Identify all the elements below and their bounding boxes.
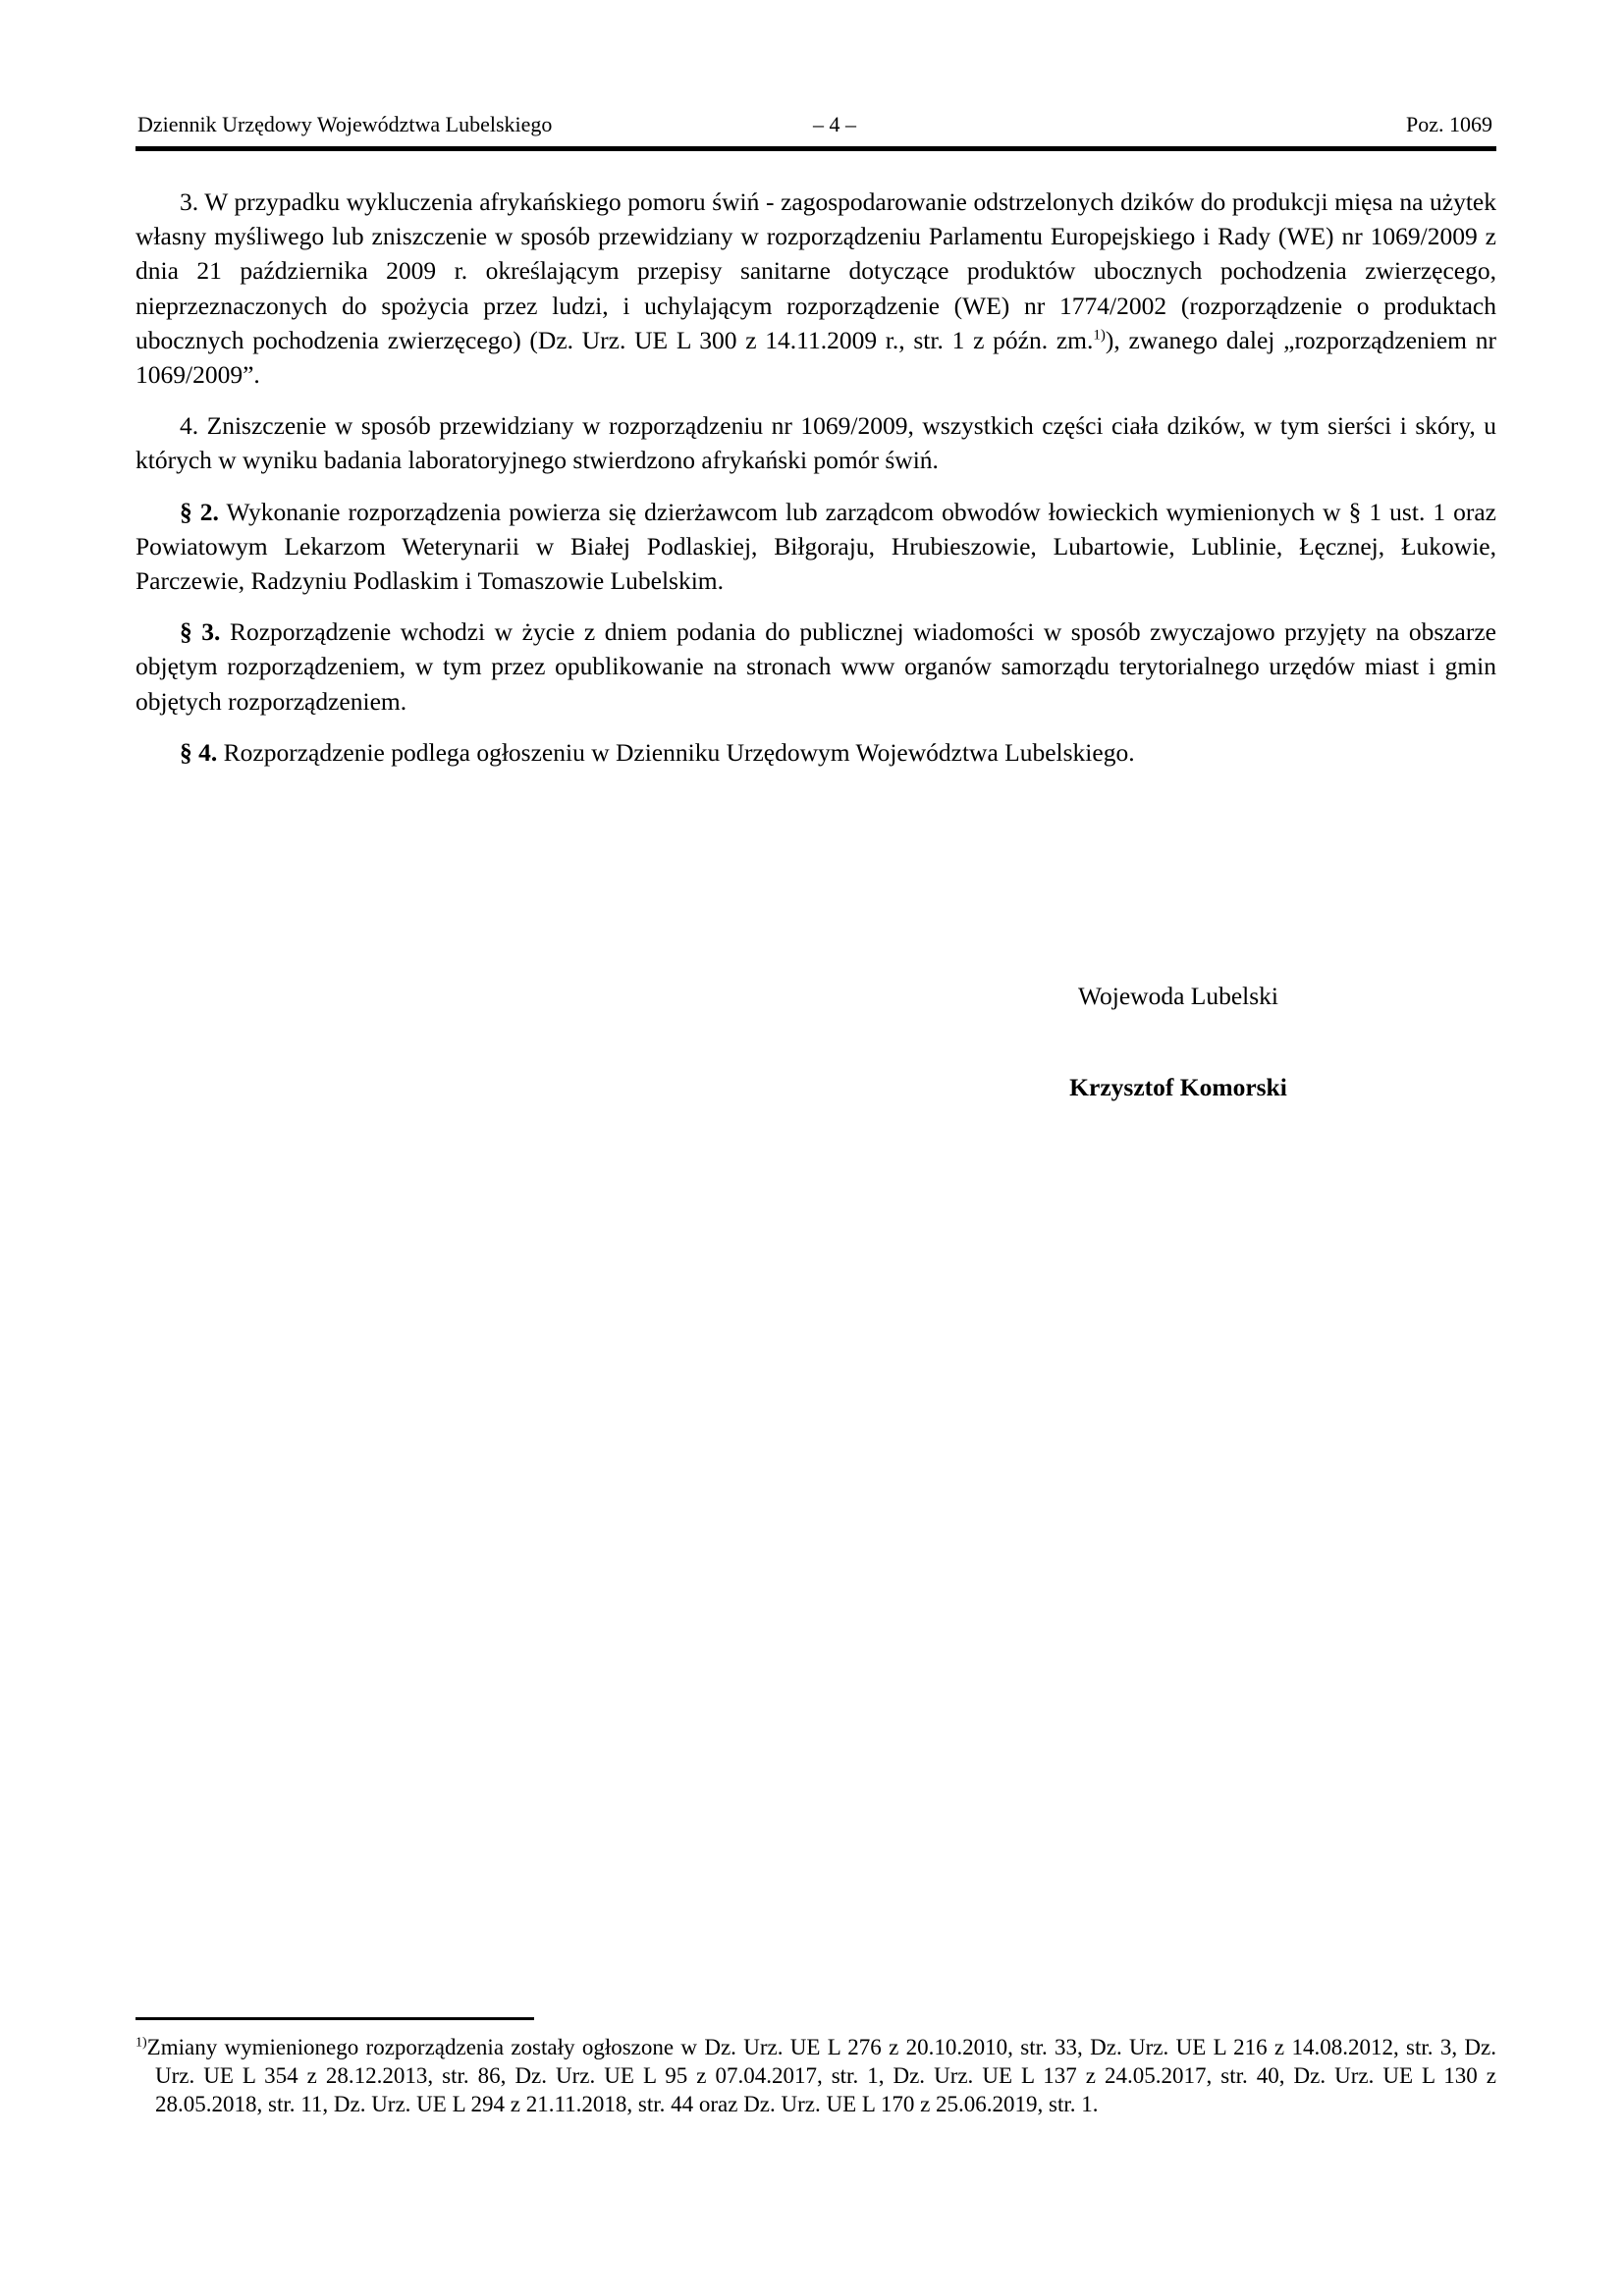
section-3: § 3. Rozporządzenie wchodzi w życie z dniem podania do publicznej wiadomości w sposób zwyczajowo przyjęty na obszarze objętym rozporządzeniem, w tym przez opublikowanie na stronach www organów samorządu terytorialnego urzędów miast i gmin objętych rozporządzeniem. xyxy=(135,617,1497,716)
footnote-text: Zmiany wymienionego rozporządzenia zostały ogłoszone w Dz. Urz. UE L 276 z 20.10.2010, str. 33, Dz. Urz. UE L 216 z 14.08.2012, str. 3, Dz. Urz. UE L 354 z 28.12.2013, str. 86, Dz. Urz. UE L 95 z 07.04.2017, str. 1, Dz. Urz. UE L 137 z 24.05.2017, str. 40, Dz. Urz. UE L 130 z 28.05.2018, str. 11, Dz. Urz. UE L 294 z 21.11.2018, str. 44 oraz Dz. Urz. UE L 170 z 25.06.2019, str. 1. xyxy=(146,2035,1496,2116)
section-4: § 4. Rozporządzenie podlega ogłoszeniu w Dzienniku Urzędowym Województwa Lubelskiego. xyxy=(180,737,1135,767)
page-header xyxy=(137,110,1492,139)
document-body xyxy=(135,185,1496,786)
footnote xyxy=(135,2033,1496,2118)
header-divider xyxy=(135,146,1496,151)
signatory-title: Wojewoda Lubelski xyxy=(1077,982,1279,1010)
footnote-reference[interactable]: 1) xyxy=(1093,327,1106,344)
journal-title: Dziennik Urzędowy Województwa Lubelskiego xyxy=(137,112,553,136)
signatory-name: Krzysztof Komorski xyxy=(1069,1073,1287,1101)
footnote-marker: 1) xyxy=(135,2035,147,2051)
paragraph-4: 4. Zniszczenie w sposób przewidziany w rozporządzeniu nr 1069/2009, wszystkich części ciała dzików, w tym sierści i skóry, u których w wyniku badania laboratoryjnego stwierdzono afrykański pomór świń. xyxy=(135,411,1496,475)
section-marker: § 3. xyxy=(180,617,221,647)
section-2: § 2. Wykonanie rozporządzenia powierza się dzierżawcom lub zarządcom obwodów łowieckich wymienionych w § 1 ust. 1 oraz Powiatowym Lekarzom Weterynarii w Białej Podlaskiej, Biłgoraju, Hrubieszowie, Lubartowie, Lublinie, Łęcznej, Łukowie, Parczewie, Radzyniu Podlaskim i Tomaszowie Lubelskim. xyxy=(135,497,1496,596)
section-marker: § 2. xyxy=(180,497,219,526)
footnote-divider xyxy=(135,2017,534,2020)
section-marker: § 4. xyxy=(180,737,218,767)
paragraph-3: 3. W przypadku wykluczenia afrykańskiego pomoru świń - zagospodarowanie odstrzelonych dzików do produkcji mięsa na użytek własny myśliwego lub zniszczenie w sposób przewidziany w rozporządzeniu Parlamentu Europejskiego i Rady (WE) nr 1069/2009 z dnia 21 października 2009 r. określającym przepisy sanitarne dotyczące produktów ubocznych pochodzenia zwierzęcego, nieprzeznaczonych do spożycia przez ludzi, i uchylającym rozporządzenie (WE) nr 1774/2002 (rozporządzenie o produktach ubocznych pochodzenia zwierzęcego) (Dz. Urz. UE L 300 z 14.11.2009 r., str. 1 z późn. zm.$^{1)}$), zwanego dalej „rozporządzeniem nr 1069/2009”. xyxy=(135,187,1496,390)
position-number: Poz. 1069 xyxy=(1406,112,1492,136)
page-number: – 4 – xyxy=(813,112,856,136)
